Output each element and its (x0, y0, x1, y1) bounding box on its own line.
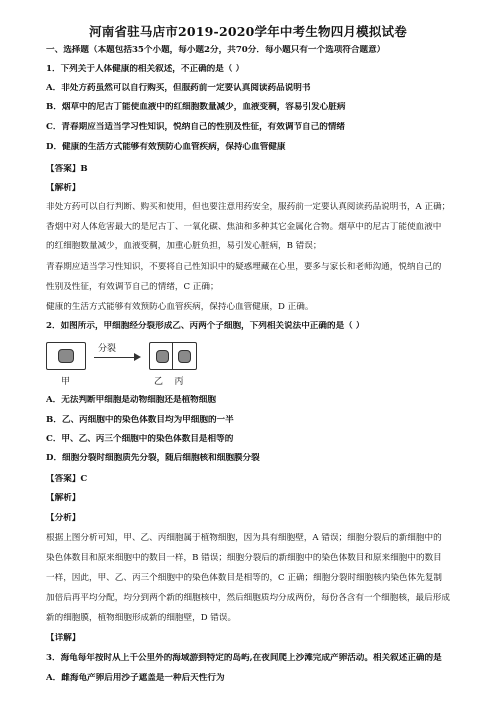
q2-option-d: D．细胞分裂时细胞质先分裂，随后细胞核和细胞膜分裂 (46, 453, 260, 463)
arrow-head-icon (134, 353, 141, 361)
q1-option-b: B．烟草中的尼古丁能使血液中的红细胞数量减少，血液变稠，容易引发心脏病 (46, 102, 346, 112)
page-title: 河南省驻马店市2019-2020学年中考生物四月模拟试卷 (89, 24, 407, 39)
q2-analysis-line: 新的细胞膜，植物细胞形成新的细胞壁，D 错误。 (46, 613, 237, 623)
cells-yi-bing (149, 342, 197, 370)
q1-stem: 1．下列关于人体健康的相关叙述，不正确的是（ ） (46, 64, 245, 74)
q1-answer: 【答案】B (46, 164, 88, 174)
division-arrow (94, 357, 134, 358)
cell-wall-divider (172, 343, 173, 369)
q1-analysis-line: 健康的生活方式能够有效预防心血管疾病，保持心血管健康，D 正确。 (46, 302, 314, 312)
cell-jia (46, 342, 86, 370)
q2-analysis-line: 根据上图分析可知，甲、乙、丙细胞属于植物细胞，因为具有细胞壁，A 错误；细胞分裂后的新细胞中的 (46, 533, 442, 543)
q2-analysis-line: 一样，因此，甲、乙、丙三个细胞中的染色体数目是相等的，C 正确；细胞分裂时细胞核内染色体先复制 (46, 573, 443, 583)
q3-stem: 3．海龟每年按时从上千公里外的海域游到特定的岛屿,在夜间爬上沙滩完成产卵活动。相关叙述正确的是 (46, 653, 442, 663)
q3-option-a: A．雌海龟产卵后用沙子遮盖是一种后天性行为 (46, 673, 225, 683)
q1-analysis-label: 【解析】 (46, 183, 81, 193)
nucleus-jia (58, 349, 74, 363)
q1-option-c: C．青春期应当适当学习性知识，悦纳自己的性别及性征，有效调节自己的情绪 (46, 122, 346, 132)
q2-analysis-line: 染色体数目和原来细胞中的数目一样，B 错误；细胞分裂后的新细胞中的染色体数目和原来细胞中的数目 (46, 553, 442, 563)
label-jia: 甲 (61, 377, 71, 387)
q2-stem: 2．如图所示，甲细胞经分裂形成乙、丙两个子细胞，下列相关说法中正确的是（ ） (46, 321, 365, 331)
q1-analysis-line: 非处方药可以自行判断、购买和使用，但也要注意用药安全，服药前一定要认真阅读药品说明书，A 正确； (46, 202, 451, 212)
division-arrow-label: 分裂 (98, 344, 117, 354)
q1-analysis-line: 的红细胞数量减少，血液变稠，加重心脏负担，易引发心脏病，B 错误； (46, 241, 322, 251)
q2-analysis-label: 【解析】 (46, 493, 81, 503)
label-yi-bing: 乙 丙 (154, 377, 184, 387)
q2-option-a: A．无法判断甲细胞是动物细胞还是植物细胞 (46, 395, 216, 405)
cell-division-diagram (46, 338, 216, 388)
q2-analysis-line: 加倍后再平均分配，均分到两个新的细胞核中，然后细胞质均分成两份，每份各含有一个细胞核，最后形成 (46, 593, 450, 603)
nucleus-yi (156, 350, 169, 363)
q1-analysis-line: 性别及性征，有效调节自己的情绪，C 正确； (46, 282, 219, 292)
q1-option-a: A．非处方药虽然可以自行购买，但服药前一定要认真阅读药品说明书 (46, 83, 311, 93)
q2-option-c: C．甲、乙、丙三个细胞中的染色体数目是相等的 (46, 434, 234, 444)
section-header: 一、选择题（本题包括35个小题，每小题2分，共70分．每小题只有一个选项符合题意） (46, 45, 386, 55)
q2-answer: 【答案】C (46, 474, 88, 484)
q2-option-b: B．乙、丙细胞中的染色体数目均为甲细胞的一半 (46, 415, 234, 425)
q1-analysis-line: 香烟中对人体危害最大的是尼古丁、一氧化碳、焦油和多种其它金属化合物。烟草中的尼古丁能使血液中 (46, 222, 442, 232)
q2-detail-label: 【详解】 (46, 633, 81, 643)
q1-analysis-line: 青春期应适当学习性知识，不要将自己性知识中的疑惑埋藏在心里，要多与家长和老师沟通，悦纳自己的 (46, 262, 442, 272)
q1-option-d: D．健康的生活方式能够有效预防心血管疾病，保持心血管健康 (46, 142, 286, 152)
q2-sub-label: 【分析】 (46, 513, 81, 523)
nucleus-bing (178, 350, 191, 363)
